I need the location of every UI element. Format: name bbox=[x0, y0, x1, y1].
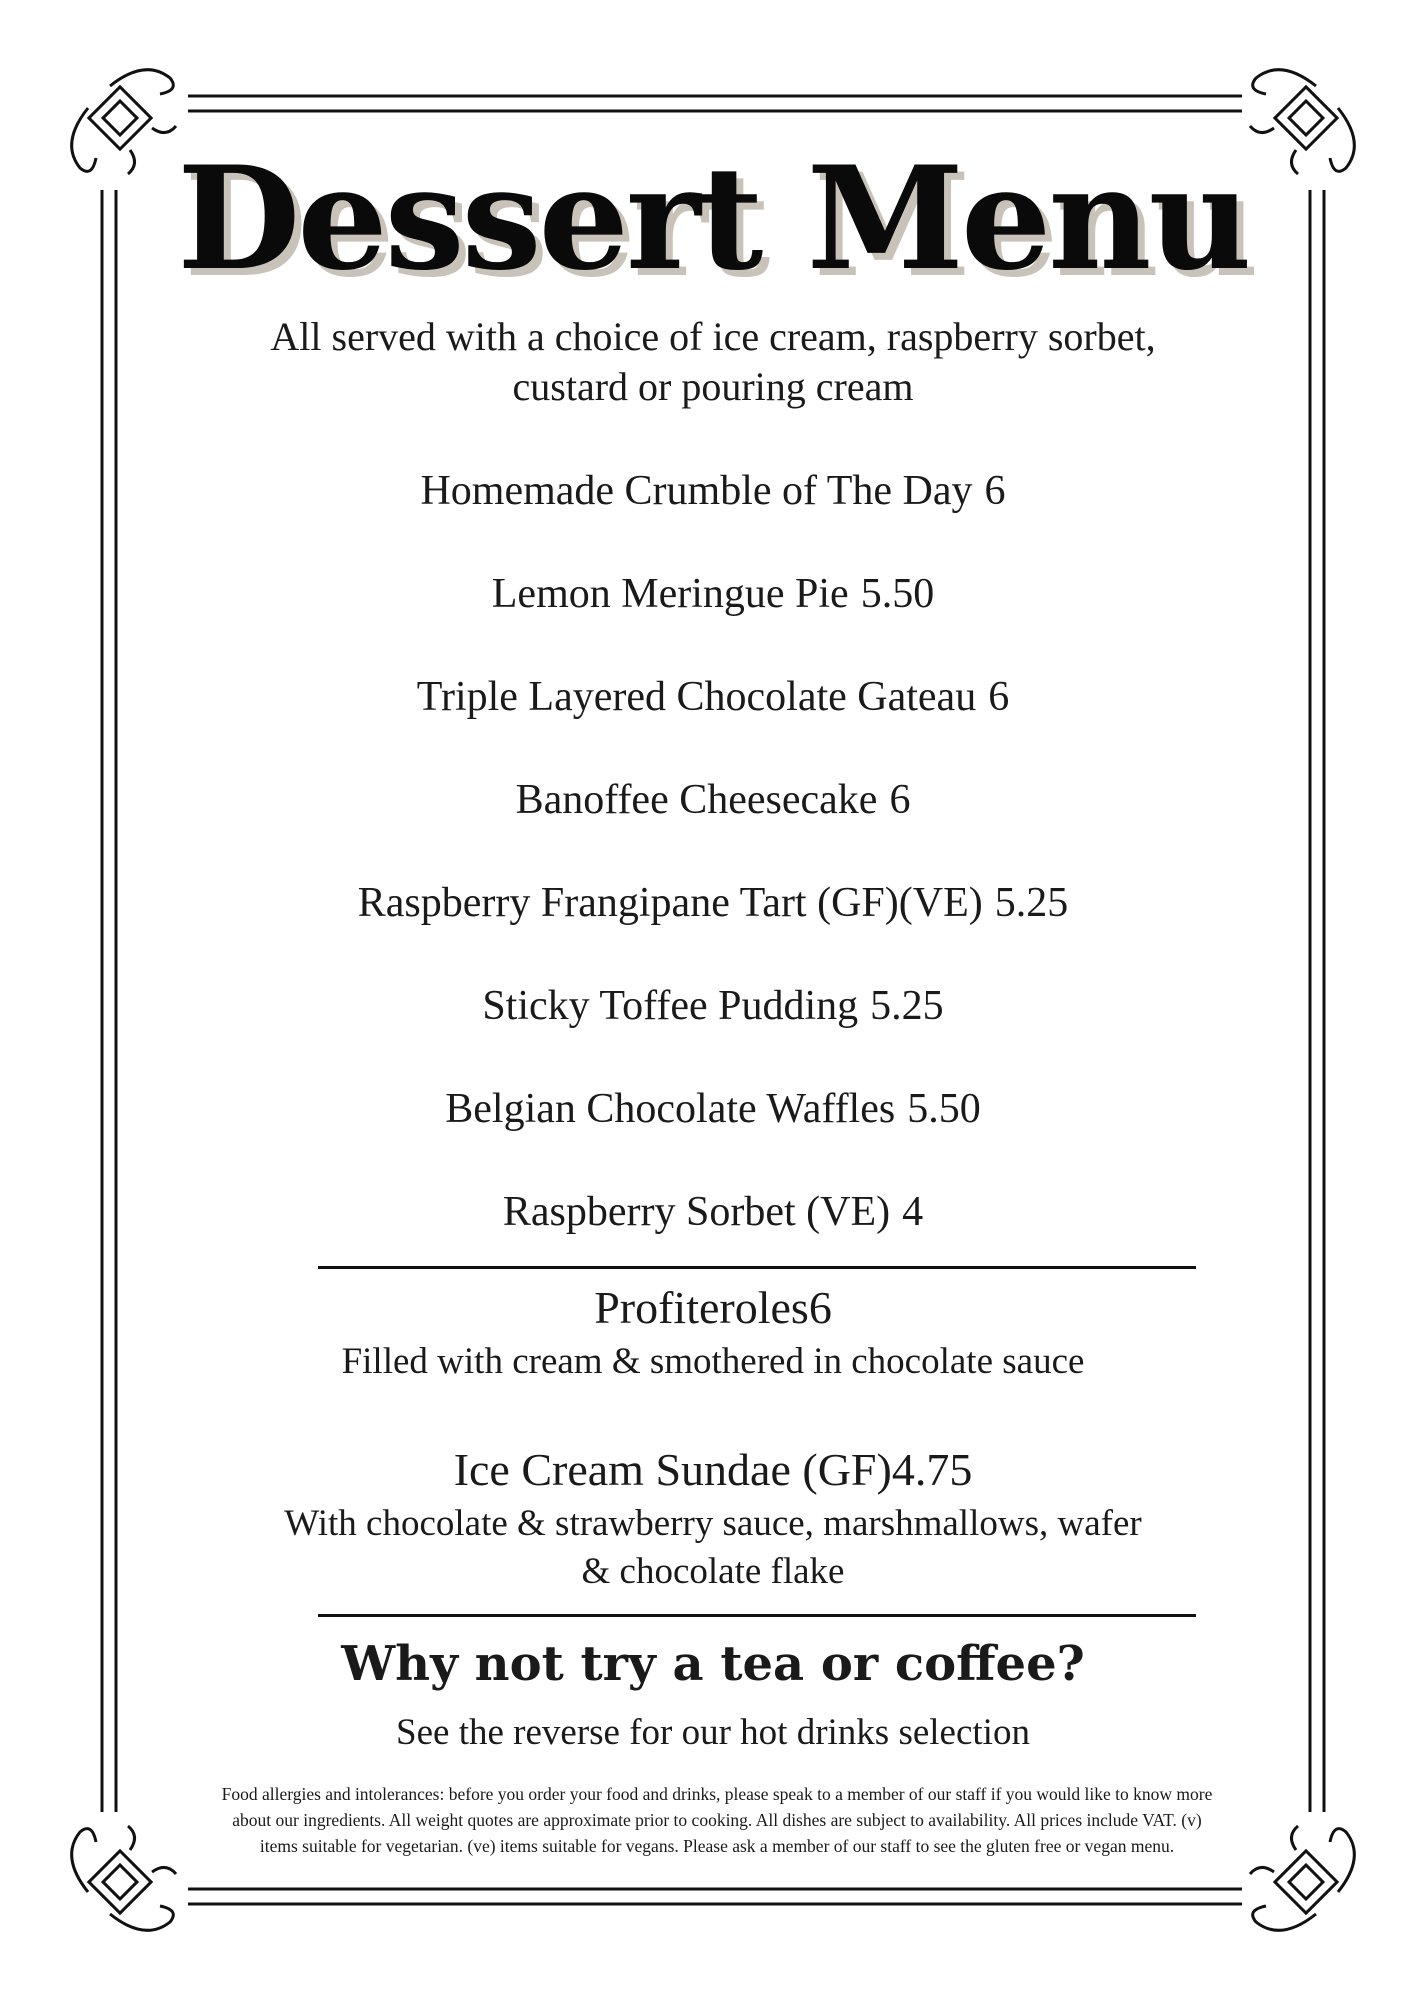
divider bbox=[318, 1614, 1196, 1617]
menu-item bbox=[0, 466, 1426, 516]
item-description: & chocolate flake bbox=[581, 1551, 845, 1592]
menu-item bbox=[0, 1187, 1426, 1237]
item-description: Filled with cream & smothered in chocolate sauce bbox=[341, 1341, 1085, 1382]
item-price: 4 bbox=[902, 1189, 924, 1235]
item-description: With chocolate & strawberry sauce, marshmallows, wafer bbox=[284, 1503, 1142, 1544]
menu-item bbox=[0, 672, 1426, 722]
item-name: Homemade Crumble of The Day bbox=[420, 468, 973, 514]
menu-item bbox=[0, 981, 1426, 1031]
item-price: 6 bbox=[889, 777, 911, 823]
menu-item bbox=[0, 878, 1426, 928]
featured-item-sundae bbox=[0, 1444, 1426, 1496]
disclaimer-line-3: items suitable for vegetarian. (ve) items suitable for vegans. Please ask a member of our staff to see the gluten free or vegan menu. bbox=[259, 1836, 1175, 1856]
featured-item-profiteroles bbox=[0, 1282, 1426, 1334]
menu-item bbox=[0, 1084, 1426, 1134]
item-price: 5.25 bbox=[994, 880, 1069, 926]
menu-item bbox=[0, 569, 1426, 619]
disclaimer-line-1: Food allergies and intolerances: before you order your food and drinks, please speak to a member of our staff if you would like to know more bbox=[221, 1784, 1213, 1804]
item-name: Ice Cream Sundae (GF) bbox=[453, 1444, 892, 1495]
drinks-note: See the reverse for our hot drinks selection bbox=[396, 1712, 1030, 1753]
item-price: 5.25 bbox=[870, 983, 944, 1029]
item-name: Sticky Toffee Pudding bbox=[482, 983, 859, 1029]
item-name: Triple Layered Chocolate Gateau bbox=[416, 674, 977, 720]
item-name: Raspberry Frangipane Tart (GF)(VE) bbox=[357, 880, 983, 926]
item-price: 5.50 bbox=[860, 571, 935, 617]
item-price: 4.75 bbox=[891, 1444, 973, 1495]
item-price: 6 bbox=[808, 1282, 832, 1333]
item-price: 6 bbox=[988, 674, 1010, 720]
disclaimer-line-2: about our ingredients. All weight quotes are approximate prior to cooking. All dishes are subject to availability. All prices include VAT. (v) bbox=[232, 1810, 1202, 1830]
divider bbox=[318, 1266, 1196, 1269]
item-name: Lemon Meringue Pie bbox=[491, 571, 849, 617]
item-price: 5.50 bbox=[907, 1086, 981, 1132]
item-name: Raspberry Sorbet (VE) bbox=[502, 1189, 891, 1235]
item-name: Profiteroles bbox=[594, 1282, 809, 1333]
subtitle-line-1: All served with a choice of ice cream, raspberry sorbet, bbox=[270, 314, 1156, 359]
subtitle-line-2: custard or pouring cream bbox=[512, 364, 914, 409]
menu-item bbox=[0, 775, 1426, 825]
drinks-heading: Why not try a tea or coffee? bbox=[341, 1636, 1085, 1692]
page-title: Dessert Menu bbox=[177, 136, 1249, 302]
item-price: 6 bbox=[984, 468, 1006, 514]
item-name: Belgian Chocolate Waffles bbox=[445, 1086, 896, 1132]
item-name: Banoffee Cheesecake bbox=[515, 777, 878, 823]
